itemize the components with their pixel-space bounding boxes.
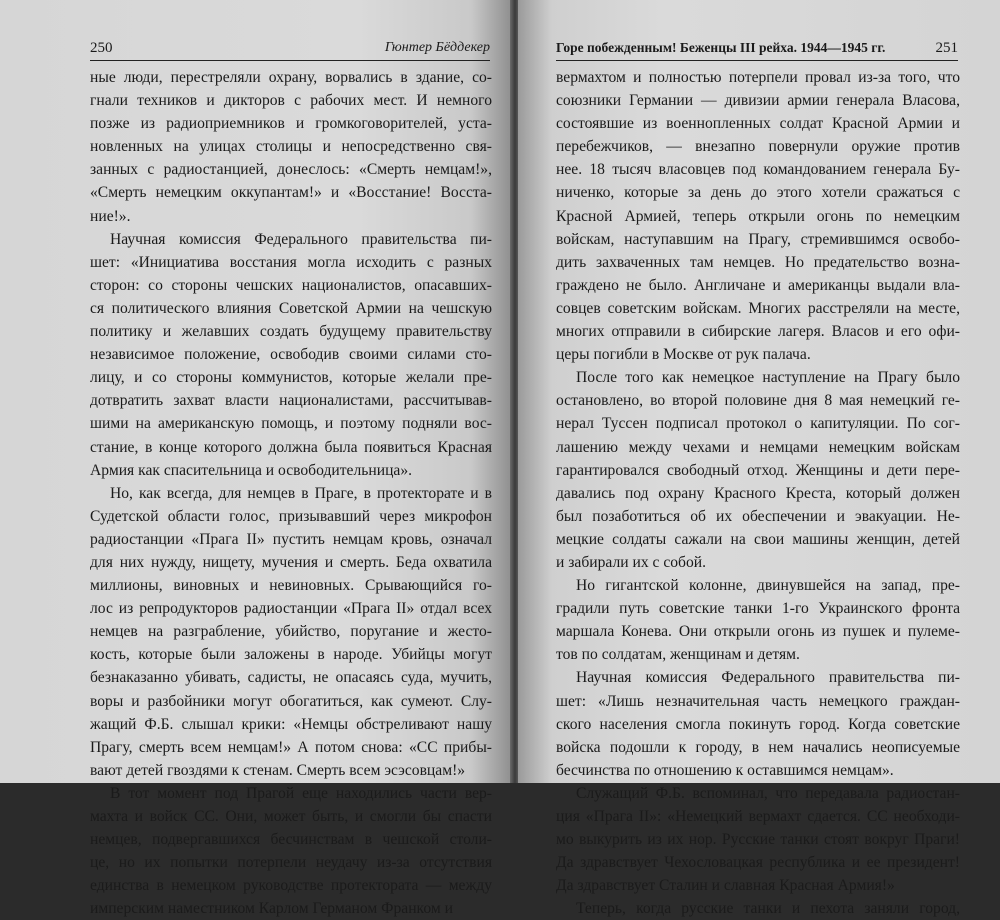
- text-line: Красной Армией, теперь открыли огонь по немецким: [556, 207, 960, 225]
- text-line: безнаказанно убивать, садисты, не опасаясь суда, мучить,: [90, 669, 492, 687]
- text-line: занных с радиостанцией, донеслось: «Смерть немцам!»,: [90, 161, 492, 179]
- text-line: лашению между чехами и немцами немецким войскам: [556, 438, 960, 456]
- text-line: бесчинства по отношению к оставшимся немцам».: [556, 761, 894, 779]
- text-line: ные люди, перестреляли охрану, ворвались в здание, со-: [90, 69, 492, 86]
- text-line: сторон: со стороны чешских националистов, опасавших-: [90, 276, 492, 294]
- text-line: жащий Ф.Б. слышал крики: «Немцы обстреливают нашу: [90, 715, 492, 733]
- text-line: мо выкурить из их нор. Русские танки стоят вокруг Праги!: [556, 831, 960, 849]
- text-line: перебежчиков, — внезапно повернули оружие против: [556, 138, 960, 156]
- text-line: для них нужду, нищету, мучения и смерть. Беда охватила: [90, 553, 492, 571]
- text-line: нерал Туссен подписал протокол о капитуляции. По сог-: [556, 415, 960, 433]
- text-line: вермахтом и полностью потерпели провал из-за того, что: [556, 69, 960, 86]
- text-line: войскам, наступавшим на Прагу, стремившимся освобо-: [556, 230, 960, 248]
- text-line: После того как немецкое наступление на Прагу было: [576, 369, 960, 387]
- text-line: был позаботиться об их обеспечении и эвакуации. Не-: [556, 507, 960, 525]
- text-line: союзники Германии — дивизии армии генерала Власова,: [556, 92, 960, 110]
- text-line: шими на американскую помощь, и поэтому подняли вос-: [90, 415, 492, 433]
- right-page-body: [556, 66, 960, 920]
- text-line: совцев советским войскам. Многих расстреляли на месте,: [556, 299, 960, 317]
- text-line: новленных на улицах столицы и непосредственно свя-: [90, 138, 492, 156]
- text-line: многих отправили в сибирские лагеря. Власов и его офи-: [556, 323, 960, 341]
- right-page: [518, 0, 1000, 918]
- text-line: маршала Конева. Они открыли огонь из пушек и пулеме-: [556, 623, 960, 641]
- text-line: единства в немецком руководстве протектората — между: [90, 877, 492, 895]
- text-line: шет: «Инициатива восстания могла исходить с разных: [90, 253, 492, 271]
- text-line: Но, как всегда, для немцев в Праге, в протекторате и в: [110, 484, 492, 502]
- text-line: градили путь советские танки 1-го Украинского фронта: [556, 600, 960, 618]
- text-line: мецкие солдаты сажали на свои машины женщин, детей: [556, 530, 960, 548]
- text-line: дить захваченных там немцев. Но предательство возна-: [556, 253, 960, 271]
- text-line: имперским наместником Карлом Германом Франком и: [90, 900, 453, 918]
- text-line: кость, которые были заложены в народе. Убийцы могут: [90, 646, 492, 664]
- text-line: немцев, подвергавшихся бесчинствам в чешской столи-: [90, 831, 492, 849]
- text-line: ского населения смогла покинуть город. Когда советские: [556, 715, 960, 733]
- right-page-header: [556, 38, 958, 61]
- running-head: Горе побежденным! Беженцы III рейха. 1944—1945 гг.: [556, 40, 886, 55]
- text-line: вают детей гвоздями к стенам. Смерть всем эсэсовцам!»: [90, 761, 466, 779]
- text-line: нее. 18 тысяч власовцев под командованием генерала Бу-: [556, 161, 960, 179]
- text-line: «Смерть немецким оккупантам!» и «Восстание! Восста-: [90, 184, 492, 202]
- text-line: ся политического влияния Советской Армии на чешскую: [90, 299, 492, 317]
- text-line: Да здравствует Чехословацкая республика и ее президент!: [556, 854, 960, 872]
- left-page-header: [90, 38, 490, 61]
- text-line: радиостанции «Прага II» пустить немцам кровь, означал: [90, 530, 492, 548]
- text-line: стание, в конце которого должна была появиться Красная: [90, 438, 492, 456]
- text-line: ция «Прага II»: «Немецкий вермахт сдается. СС необходи-: [556, 808, 960, 825]
- text-line: политику и желавших создать будущему правительству: [90, 323, 492, 341]
- text-line: воры и разбойники могут обогатиться, как сумеют. Слу-: [90, 692, 492, 710]
- text-line: Прагу, смерть всем немцам!» А потом снова: «СС прибы-: [90, 738, 492, 756]
- text-line: це, но их попытки потерпели неудачу из-за отсутствия: [90, 854, 492, 872]
- page-number: 250: [90, 40, 113, 56]
- text-line: и забирали их с собой.: [556, 553, 707, 571]
- text-line: Научная комиссия Федерального правительства пи-: [576, 669, 960, 687]
- text-line: миллионы, виновных и невиновных. Срывающийся го-: [90, 577, 492, 595]
- left-page-body: [90, 66, 492, 920]
- text-line: ние!».: [90, 207, 131, 225]
- text-line: гнали техников и дикторов с рабочих мест. И немного: [90, 92, 492, 110]
- text-line: гарантировался свободный отход. Женщины и дети пере-: [556, 461, 960, 479]
- text-line: давались под охрану Красного Креста, который должен: [556, 484, 960, 502]
- text-line: Теперь, когда русские танки и пехота заняли город,: [576, 900, 960, 918]
- text-line: Судетской области голос, призывавший через микрофон: [90, 507, 492, 525]
- text-line: состоявшие из военнопленных солдат Красной Армии и: [556, 115, 960, 133]
- text-line: Научная комиссия Федерального правительства пи-: [110, 230, 492, 248]
- text-line: Да здравствует Сталин и славная Красная Армия!»: [556, 877, 895, 895]
- text-line: немцев на разграбление, убийство, поругание и жесто-: [90, 623, 492, 641]
- text-line: Армия как спасительница и освободительница».: [90, 461, 413, 479]
- text-line: дотвратить захват власти националистами, рассчитывав-: [90, 392, 492, 410]
- text-line: позже из радиоприемников и громкоговорителей, уста-: [90, 115, 492, 133]
- text-line: махта и войск СС. Они, может быть, и смогли бы спасти: [90, 808, 492, 825]
- text-line: В тот момент под Прагой еще находились части вер-: [110, 784, 492, 802]
- text-line: Но гигантской колонне, двинувшейся на запад, пре-: [576, 577, 960, 595]
- page-number: 251: [935, 40, 958, 56]
- text-line: ниченко, которые за день до этого хотели сражаться с: [556, 184, 960, 202]
- text-line: тов по солдатам, женщинам и детям.: [556, 646, 800, 664]
- text-line: церы погибли в Москве от рук палача.: [556, 346, 811, 364]
- text-line: войска подошли к городу, в нем начались неописуемые: [556, 738, 960, 756]
- text-line: остановлено, во второй половине дня 8 мая немецкий ге-: [556, 392, 960, 410]
- text-line: лос из репродукторов радиостанции «Прага II» отдал всех: [90, 600, 492, 618]
- text-line: лицу, и со стороны коммунистов, которые желали пре-: [90, 369, 492, 387]
- text-line: граждено не было. Англичане и американцы выдали вла-: [556, 276, 960, 294]
- running-head: Гюнтер Бёддекер: [384, 40, 490, 55]
- text-line: Служащий Ф.Б. вспоминал, что передавала радиостан-: [576, 784, 960, 802]
- text-line: шет: «Лишь незначительная часть немецкого граждан-: [556, 692, 960, 710]
- text-line: независимое положение, освободив своими силами сто-: [90, 346, 492, 364]
